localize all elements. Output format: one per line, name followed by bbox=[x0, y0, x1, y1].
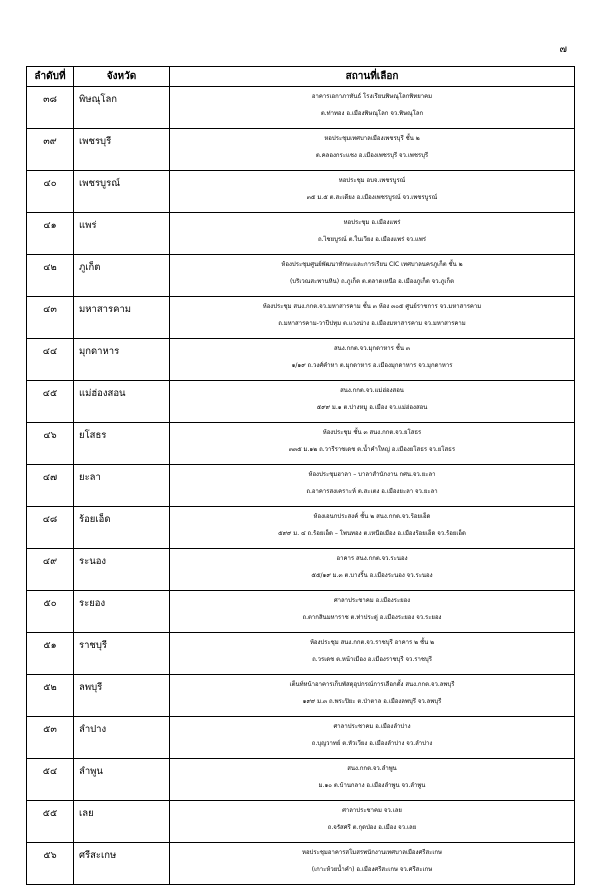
row-location bbox=[170, 759, 575, 801]
location-line-1: ห้องประชุม สนง.กกต.จว.ราชบุรี อาคาร ๒ ชั้น ๒ bbox=[309, 639, 435, 646]
table-row bbox=[27, 255, 575, 297]
location-line-1: อาคาร สนง.กกต.จว.ระนอง bbox=[336, 555, 408, 562]
row-province: ลำปาง bbox=[74, 717, 170, 759]
location-line-1: สนง.กกต.จว.ลำพูน bbox=[347, 765, 397, 772]
location-line-2: ๕๕/๑๙ ม.๓ ต.บางริ้น อ.เมืองระนอง จว.ระนอง bbox=[311, 572, 433, 579]
location-line-2: ม.๑๐ ต.บ้านกลาง อ.เมืองลำพูน จว.ลำพูน bbox=[318, 782, 426, 789]
row-number: ๔๕ bbox=[27, 381, 74, 423]
table-header-row bbox=[27, 67, 575, 87]
location-line-2: ต.คลองกระแชง อ.เมืองเพชรบุรี จว.เพชรบุรี bbox=[315, 152, 429, 159]
location-line-2: ถ.ตากสินมหาราช ต.ท่าประดู่ อ.เมืองระยอง จว.ระยอง bbox=[302, 614, 442, 621]
location-line-2: ถ.มหาสารคาม-วาปีปทุม ต.แวงน่าง อ.เมืองมหาสารคาม จว.มหาสารคาม bbox=[278, 320, 466, 327]
table-row bbox=[27, 717, 575, 759]
table-row bbox=[27, 591, 575, 633]
table-row bbox=[27, 297, 575, 339]
row-province: ภูเก็ต bbox=[74, 255, 170, 297]
row-province: ศรีสะเกษ bbox=[74, 843, 170, 885]
row-location bbox=[170, 591, 575, 633]
row-province: พิษณุโลก bbox=[74, 87, 170, 129]
row-province: ยะลา bbox=[74, 465, 170, 507]
location-line-1: ห้องประชุมศูนย์พัฒนาทักษะและการเรียน CIC เทศบาลนครภูเก็ต ชั้น ๒ bbox=[281, 261, 463, 268]
location-line-2: ถ.วรเดช ต.หน้าเมือง อ.เมืองราชบุรี จว.ราชบุรี bbox=[312, 656, 432, 663]
row-number: ๕๖ bbox=[27, 843, 74, 885]
table-row bbox=[27, 759, 575, 801]
row-location bbox=[170, 717, 575, 759]
row-province: มหาสารคาม bbox=[74, 297, 170, 339]
row-province: ลำพูน bbox=[74, 759, 170, 801]
row-location bbox=[170, 255, 575, 297]
table-row bbox=[27, 801, 575, 843]
location-line-1: ห้องประชุมฮาลา – บาลาสำนักงาน กศน.จว.ยะลา bbox=[308, 471, 436, 478]
table-row bbox=[27, 549, 575, 591]
row-location bbox=[170, 297, 575, 339]
row-location bbox=[170, 171, 575, 213]
location-line-1: ศาลาประชาคม อ.เมืองระยอง bbox=[333, 597, 411, 604]
row-number: ๕๒ bbox=[27, 675, 74, 717]
row-province: ระยอง bbox=[74, 591, 170, 633]
location-line-2: ๕๙๙ ม. ๔ ถ.ร้อยเอ็ด – โพนทอง ต.เหนือเมือง อ.เมืองร้อยเอ็ด จว.ร้อยเอ็ด bbox=[278, 530, 466, 537]
row-province: เลย bbox=[74, 801, 170, 843]
row-number: ๔๑ bbox=[27, 213, 74, 255]
row-number: ๓๙ bbox=[27, 129, 74, 171]
row-location bbox=[170, 675, 575, 717]
row-number: ๕๐ bbox=[27, 591, 74, 633]
location-line-1: ศาลาประชาคม จว.เลย bbox=[342, 807, 402, 814]
row-location bbox=[170, 129, 575, 171]
location-line-1: ห้องประชุม ชั้น ๓ สนง.กกต.จว.ยโสธร bbox=[322, 429, 422, 436]
row-number: ๓๘ bbox=[27, 87, 74, 129]
location-line-1: หอประชุมอาคารสโมสรพนักงานเทศบาลเมืองศรีสะเกษ bbox=[302, 849, 442, 856]
location-line-2: ถ.บุญวาทย์ ต.หัวเวียง อ.เมืองลำปาง จว.ลำปาง bbox=[311, 740, 433, 747]
row-number: ๕๕ bbox=[27, 801, 74, 843]
row-province: ยโสธร bbox=[74, 423, 170, 465]
row-location bbox=[170, 843, 575, 885]
row-number: ๔๖ bbox=[27, 423, 74, 465]
location-line-2: ถ.อาคารสงเคราะห์ ต.สะเตง อ.เมืองยะลา จว.ยะลา bbox=[306, 488, 438, 495]
row-location bbox=[170, 213, 575, 255]
row-number: ๔๒ bbox=[27, 255, 74, 297]
location-line-1: สนง.กกต.จว.แม่ฮ่องสอน bbox=[340, 387, 404, 394]
row-province: ลพบุรี bbox=[74, 675, 170, 717]
table-row bbox=[27, 129, 575, 171]
table-row bbox=[27, 507, 575, 549]
location-line-1: สนง.กกต.จว.มุกดาหาร ชั้น ๓ bbox=[334, 345, 410, 352]
row-number: ๔๗ bbox=[27, 465, 74, 507]
row-province: ระนอง bbox=[74, 549, 170, 591]
header-number: ลำดับที่ bbox=[27, 67, 74, 87]
location-line-1: อาคารเอกาภาทันธ์ โรงเรียนพิษณุโลกพิทยาคม bbox=[311, 93, 433, 100]
row-number: ๔๔ bbox=[27, 339, 74, 381]
location-line-1: ห้องประชุม สนง.กกต.จว.มหาสารคาม ชั้น ๓ ห้อง ๓๐๕ ศูนย์ราชการ จว.มหาสารคาม bbox=[262, 303, 482, 310]
row-number: ๔๘ bbox=[27, 507, 74, 549]
location-line-2: ๓๕ ม.๕ ต.สะเดียง อ.เมืองเพชรบูรณ์ จว.เพชรบูรณ์ bbox=[306, 194, 438, 201]
row-province: แพร่ bbox=[74, 213, 170, 255]
row-number: ๕๓ bbox=[27, 717, 74, 759]
row-province: ร้อยเอ็ด bbox=[74, 507, 170, 549]
row-number: ๔๐ bbox=[27, 171, 74, 213]
table-row bbox=[27, 213, 575, 255]
table-row bbox=[27, 675, 575, 717]
row-province: เพชรบุรี bbox=[74, 129, 170, 171]
location-line-1: เต็นท์หน้าอาคารเก็บพัสดุอุปกรณ์การเลือกตั้ง สนง.กกต.จว.ลพบุรี bbox=[289, 681, 455, 688]
table-body bbox=[27, 87, 575, 885]
row-location bbox=[170, 549, 575, 591]
row-province: ราชบุรี bbox=[74, 633, 170, 675]
page-number: ๗ bbox=[559, 44, 567, 55]
row-location bbox=[170, 381, 575, 423]
row-location bbox=[170, 87, 575, 129]
row-location bbox=[170, 801, 575, 843]
location-line-2: ๑๙๙ ม.๓ ถ.พระปิยะ ต.ป่าตาล อ.เมืองลพบุรี จว.ลพบุรี bbox=[302, 698, 442, 705]
table-row bbox=[27, 843, 575, 885]
location-line-1: ห้องเอนกประสงค์ ชั้น ๒ สนง.กกต.จว.ร้อยเอ็ด bbox=[313, 513, 431, 520]
location-line-2: ถ.ไชยบูรณ์ ต.ในเวียง อ.เมืองแพร่ จว.แพร่ bbox=[317, 236, 427, 243]
table-row bbox=[27, 633, 575, 675]
location-line-2: ๓๓๕ ม.๑๒ ถ.วารีราชเดช ต.น้ำคำใหญ่ อ.เมืองยโสธร จว.ยโสธร bbox=[288, 446, 456, 453]
location-line-2: ๑/๑๙ ถ.วงศ์คำหา ต.มุกดาหาร อ.เมืองมุกดาหาร จว.มุกดาหาร bbox=[291, 362, 453, 369]
row-number: ๕๑ bbox=[27, 633, 74, 675]
row-number: ๔๙ bbox=[27, 549, 74, 591]
header-province: จังหวัด bbox=[74, 67, 170, 87]
table-row bbox=[27, 381, 575, 423]
location-line-2: (บริเวณสะพานหิน) ถ.ภูเก็ต ต.ตลาดเหนือ อ.เมืองภูเก็ต จว.ภูเก็ต bbox=[289, 278, 455, 285]
row-location bbox=[170, 507, 575, 549]
table-row bbox=[27, 339, 575, 381]
row-location bbox=[170, 633, 575, 675]
location-line-1: หอประชุม อ.เมืองแพร่ bbox=[343, 219, 401, 226]
header-location: สถานที่เลือก bbox=[170, 67, 575, 87]
row-province: เพชรบูรณ์ bbox=[74, 171, 170, 213]
table-row bbox=[27, 465, 575, 507]
row-location bbox=[170, 465, 575, 507]
location-line-1: หอประชุม อบจ.เพชรบูรณ์ bbox=[338, 177, 406, 184]
table-row bbox=[27, 87, 575, 129]
location-line-2: ถ.จรัสศรี ต.กุดป่อง อ.เมือง จว.เลย bbox=[327, 824, 417, 831]
location-line-2: ๕๙๙ ม.๑ ต.ปางหมู อ.เมือง จว.แม่ฮ่องสอน bbox=[316, 404, 428, 411]
row-province: มุกดาหาร bbox=[74, 339, 170, 381]
row-number: ๕๔ bbox=[27, 759, 74, 801]
table-row bbox=[27, 171, 575, 213]
location-line-2: (เกาะห้วยน้ำคำ) อ.เมืองศรีสะเกษ จว.ศรีสะเกษ bbox=[311, 866, 433, 873]
row-location bbox=[170, 423, 575, 465]
row-location bbox=[170, 339, 575, 381]
locations-table bbox=[26, 66, 575, 885]
location-line-2: ต.ท่าทอง อ.เมืองพิษณุโลก จว.พิษณุโลก bbox=[320, 110, 424, 117]
table-row bbox=[27, 423, 575, 465]
location-line-1: หอประชุมเทศบาลเมืองเพชรบุรี ชั้น ๒ bbox=[324, 135, 420, 142]
location-line-1: ศาลาประชาคม อ.เมืองลำปาง bbox=[333, 723, 411, 730]
row-number: ๔๓ bbox=[27, 297, 74, 339]
row-province: แม่ฮ่องสอน bbox=[74, 381, 170, 423]
